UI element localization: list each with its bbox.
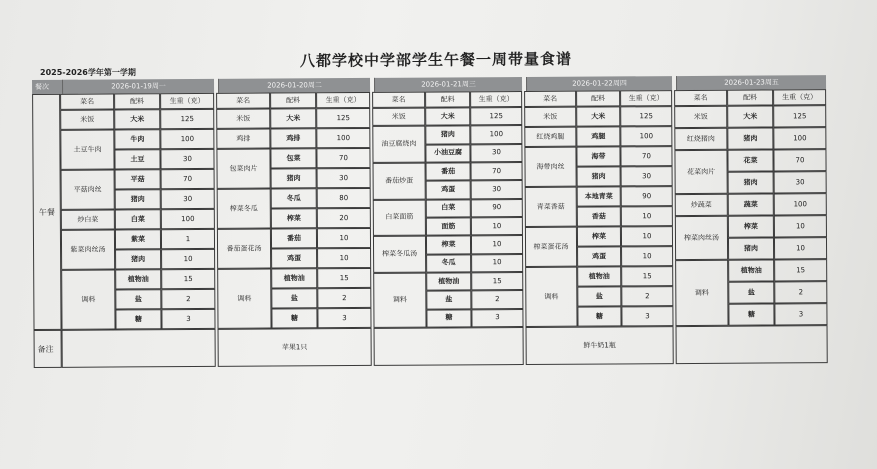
ingredient: 植物油 (728, 259, 774, 281)
col-header-dish: 菜名 (674, 90, 727, 106)
ingredient: 本地青菜 (577, 186, 621, 206)
dish-name: 海带肉丝 (524, 147, 576, 187)
dish-name: 调料 (525, 267, 577, 327)
weight-value: 10 (471, 235, 523, 254)
page-title: 八都学校中学部学生午餐一周带量食谱 (299, 50, 573, 70)
remark-cell: 鲜牛奶1瓶 (526, 326, 674, 365)
col-header-weight: 生重（克） (470, 91, 522, 107)
ingredient: 紫菜 (115, 229, 161, 249)
weight-value: 70 (316, 148, 370, 168)
weight-value: 100 (774, 193, 827, 215)
weight-value: 70 (773, 149, 826, 171)
dish-name: 花菜肉片 (674, 150, 727, 194)
menu-table (32, 75, 828, 368)
dish-name: 包菜肉片 (216, 149, 270, 189)
weight-value: 2 (774, 281, 827, 303)
meal-header: 餐次 (32, 80, 78, 94)
ingredient: 白菜 (426, 199, 471, 218)
weight-value: 2 (621, 286, 673, 306)
weight-value: 10 (471, 254, 523, 273)
ingredient: 小油豆腐 (425, 144, 470, 163)
weight-value: 70 (161, 169, 215, 189)
weight-value: 10 (774, 215, 827, 237)
dish-name: 炒白菜 (61, 209, 115, 229)
dish-name: 白菜面筋 (373, 199, 426, 236)
weight-value: 15 (161, 269, 215, 289)
dish-name: 米饭 (60, 109, 114, 129)
day-header: 2026-01-19周一 (62, 79, 214, 94)
ingredient: 平菇 (115, 169, 161, 189)
weight-value: 15 (317, 268, 371, 288)
weight-value: 100 (161, 209, 215, 229)
ingredient: 糖 (271, 308, 317, 328)
ingredient: 植物油 (271, 268, 317, 288)
ingredient: 糖 (728, 303, 774, 325)
ingredient: 猪肉 (728, 237, 774, 259)
col-header-ingredient: 配料 (270, 92, 316, 108)
day-header: 2026-01-22周四 (526, 76, 672, 91)
ingredient: 盐 (577, 286, 621, 306)
col-header-ingredient: 配料 (425, 91, 470, 107)
dish-name: 调料 (675, 260, 728, 326)
dish-name: 调料 (373, 273, 426, 328)
dish-name: 调料 (217, 269, 271, 329)
ingredient: 大米 (425, 107, 470, 126)
term-label: 2025-2026学年第一学期 (40, 68, 136, 77)
ingredient: 猪肉 (115, 189, 161, 209)
dish-name: 榨菜冬瓜 (217, 189, 271, 229)
ingredient: 糖 (115, 309, 161, 329)
ingredient: 盐 (271, 288, 317, 308)
weight-value: 10 (621, 246, 673, 266)
dish-name: 土豆牛肉 (60, 129, 114, 169)
ingredient: 鸡排 (270, 128, 316, 148)
day-header: 2026-01-23周五 (676, 75, 826, 90)
day-header: 2026-01-20周二 (218, 78, 370, 93)
weight-value: 10 (471, 217, 523, 236)
col-header-weight: 生重（克） (773, 89, 826, 105)
weight-value: 15 (774, 259, 827, 281)
ingredient: 植物油 (115, 269, 161, 289)
ingredient: 猪肉 (577, 166, 621, 186)
ingredient: 糖 (426, 309, 471, 328)
dish-name: 米饭 (674, 106, 727, 128)
ingredient: 鸡蛋 (426, 181, 471, 200)
weight-value: 80 (317, 188, 371, 208)
weight-value: 125 (470, 107, 522, 126)
weight-value: 30 (161, 189, 215, 209)
dish-name: 油豆腐烧肉 (372, 126, 425, 163)
dish-name: 红烧鸡腿 (524, 127, 576, 147)
col-header-ingredient: 配料 (114, 93, 160, 109)
dish-name: 榨菜蛋花汤 (525, 227, 577, 267)
ingredient: 糖 (577, 306, 621, 326)
dish-name: 平菇肉丝 (61, 169, 115, 209)
dish-name: 米饭 (524, 107, 576, 127)
ingredient: 榨菜 (577, 226, 621, 246)
ingredient: 包菜 (270, 148, 316, 168)
weight-value: 30 (471, 180, 523, 199)
ingredient: 面筋 (426, 217, 471, 236)
dish-name: 调料 (61, 269, 115, 329)
weight-value: 125 (620, 106, 672, 126)
ingredient: 鸡蛋 (271, 248, 317, 268)
ingredient: 猪肉 (728, 171, 774, 193)
weight-value: 3 (774, 303, 827, 325)
weight-value: 20 (317, 208, 371, 228)
weight-value: 90 (621, 186, 673, 206)
weight-value: 125 (773, 105, 826, 127)
ingredient: 鸡腿 (576, 126, 620, 146)
weight-value: 30 (621, 166, 673, 186)
ingredient: 大米 (727, 105, 773, 127)
col-header-ingredient: 配料 (576, 90, 620, 106)
ingredient: 猪肉 (271, 168, 317, 188)
ingredient: 冬瓜 (426, 254, 471, 273)
col-header-dish: 菜名 (60, 93, 114, 109)
ingredient: 猪肉 (727, 127, 773, 149)
weight-value: 3 (621, 306, 673, 326)
ingredient: 榨菜 (728, 215, 774, 237)
weight-value: 2 (471, 290, 523, 309)
dish-name: 榨菜肉丝汤 (675, 216, 728, 260)
weight-value: 100 (470, 125, 522, 144)
dish-name: 番茄蛋花汤 (217, 229, 271, 269)
weight-value: 10 (317, 248, 371, 268)
dish-name: 番茄炒蛋 (373, 163, 426, 200)
ingredient: 榨菜 (426, 236, 471, 255)
ingredient: 大米 (270, 108, 316, 128)
dish-name: 榨菜冬瓜汤 (373, 236, 426, 273)
remark-cell (62, 329, 216, 368)
weight-value: 100 (160, 129, 214, 149)
dish-name: 红烧猪肉 (674, 128, 727, 150)
ingredient: 盐 (115, 289, 161, 309)
ingredient: 大米 (576, 106, 620, 126)
weight-value: 15 (621, 266, 673, 286)
weight-value: 30 (774, 171, 827, 193)
col-header-ingredient: 配料 (727, 89, 773, 105)
ingredient: 土豆 (114, 149, 160, 169)
col-header-dish: 菜名 (372, 92, 425, 108)
weight-value: 10 (317, 228, 371, 248)
remark-cell: 苹果1只 (218, 328, 372, 367)
weight-value: 30 (317, 168, 371, 188)
ingredient: 番茄 (271, 228, 317, 248)
weight-value: 3 (161, 309, 215, 329)
ingredient: 植物油 (577, 266, 621, 286)
col-header-weight: 生重（克） (316, 92, 370, 108)
dish-name: 炒蔬菜 (675, 194, 728, 216)
dish-name: 米饭 (372, 108, 425, 127)
ingredient: 白菜 (115, 209, 161, 229)
col-header-weight: 生重（克） (620, 90, 672, 106)
weight-value: 100 (773, 127, 826, 149)
weight-value: 1 (161, 229, 215, 249)
ingredient: 花菜 (727, 149, 773, 171)
weight-value: 2 (161, 289, 215, 309)
ingredient: 香菇 (577, 206, 621, 226)
ingredient: 大米 (114, 109, 160, 129)
remark-cell (374, 327, 524, 366)
weight-value: 10 (161, 249, 215, 269)
dish-name: 米饭 (216, 109, 270, 129)
remarks-label: 备注 (34, 330, 62, 368)
ingredient: 海带 (576, 146, 620, 166)
weight-value: 3 (471, 309, 523, 328)
weight-value: 30 (470, 144, 522, 163)
ingredient: 榨菜 (271, 208, 317, 228)
ingredient: 盐 (728, 281, 774, 303)
ingredient: 猪肉 (425, 126, 470, 145)
weight-value: 125 (316, 108, 370, 128)
col-header-dish: 菜名 (216, 93, 270, 109)
ingredient: 鸡蛋 (577, 246, 621, 266)
dish-name: 鸡排 (216, 129, 270, 149)
ingredient: 牛肉 (114, 129, 160, 149)
weight-value: 125 (160, 109, 214, 129)
weight-value: 3 (317, 308, 371, 328)
ingredient: 冬瓜 (271, 188, 317, 208)
weight-value: 10 (774, 237, 827, 259)
weight-value: 10 (621, 226, 673, 246)
weight-value: 90 (471, 199, 523, 218)
col-header-weight: 生重（克） (160, 93, 214, 109)
weight-value: 100 (316, 128, 370, 148)
weight-value: 15 (471, 272, 523, 291)
day-header: 2026-01-21周三 (374, 77, 522, 92)
weight-value: 10 (621, 206, 673, 226)
ingredient: 蔬菜 (728, 193, 774, 215)
ingredient: 番茄 (426, 162, 471, 181)
meal-label: 午餐 (32, 94, 61, 330)
weight-value: 100 (620, 126, 672, 146)
weight-value: 2 (317, 288, 371, 308)
weight-value: 30 (160, 149, 214, 169)
weight-value: 70 (620, 146, 672, 166)
ingredient: 盐 (426, 291, 471, 310)
dish-name: 紫菜肉丝汤 (61, 229, 115, 269)
ingredient: 植物油 (426, 272, 471, 291)
col-header-dish: 菜名 (524, 91, 576, 107)
ingredient: 猪肉 (115, 249, 161, 269)
dish-name: 青菜香菇 (525, 187, 577, 227)
weight-value: 70 (471, 162, 523, 181)
remark-cell (676, 325, 828, 364)
